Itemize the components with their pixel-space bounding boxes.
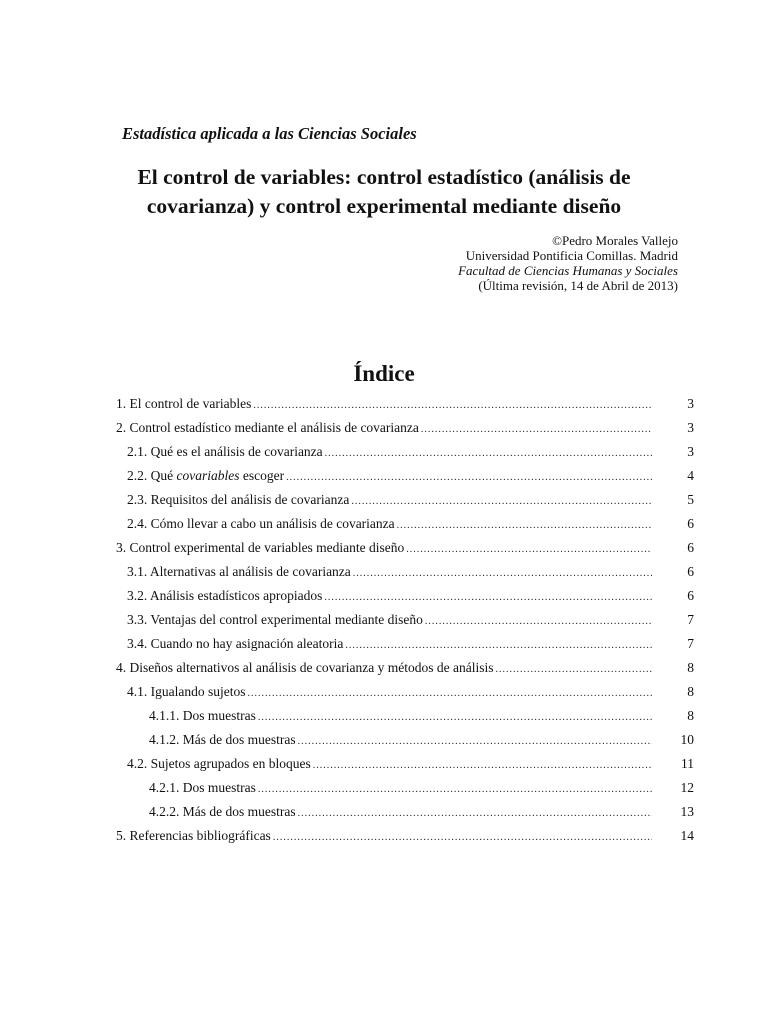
- toc-dot-leader: [406, 538, 652, 562]
- toc-page-number: 11: [681, 756, 694, 771]
- revision-date: (Última revisión, 14 de Abril de 2013): [478, 278, 678, 293]
- toc-entry[interactable]: [116, 632, 694, 656]
- toc-entry[interactable]: [116, 440, 694, 464]
- toc-entry-label: 4.1.1. Dos muestras: [149, 708, 256, 723]
- toc-entry[interactable]: [116, 704, 694, 728]
- author-university: Universidad Pontificia Comillas. Madrid: [465, 248, 678, 263]
- series-title: Estadística aplicada a las Ciencias Sociales: [122, 124, 417, 143]
- toc-entry[interactable]: [116, 752, 694, 776]
- toc-entry[interactable]: [116, 728, 694, 752]
- toc-page-number: 3: [687, 444, 694, 459]
- toc-page-number: 8: [687, 708, 694, 723]
- author-name: ©Pedro Morales Vallejo: [552, 233, 678, 248]
- toc-dot-leader: [273, 826, 652, 850]
- toc-dot-leader: [345, 634, 652, 658]
- toc-entry-label: 4. Diseños alternativos al análisis de covarianza y métodos de análisis: [116, 660, 494, 675]
- toc-entry-label-emphasis: covariables: [176, 468, 240, 483]
- toc-entry-label: 3.4. Cuando no hay asignación aleatoria: [127, 636, 344, 651]
- toc-entry-label: 2.1. Qué es el análisis de covarianza: [127, 444, 323, 459]
- toc-entry-label: 4.2.2. Más de dos muestras: [149, 804, 296, 819]
- toc-dot-leader: [421, 418, 652, 442]
- toc-entry-label: 4.2. Sujetos agrupados en bloques: [127, 756, 311, 771]
- toc-entry-label: 5. Referencias bibliográficas: [116, 828, 271, 843]
- toc-dot-leader: [397, 514, 652, 538]
- toc-entry[interactable]: [116, 824, 694, 848]
- toc-entry-label: 3.3. Ventajas del control experimental mediante diseño: [127, 612, 423, 627]
- toc-page-number: 6: [687, 588, 694, 603]
- toc-entry[interactable]: [116, 776, 694, 800]
- toc-dot-leader: [258, 706, 652, 730]
- toc-entry-label: 2. Control estadístico mediante el análisis de covarianza: [116, 420, 419, 435]
- toc-dot-leader: [286, 466, 652, 490]
- toc-entry[interactable]: [116, 392, 694, 416]
- toc-page-number: 12: [680, 780, 694, 795]
- toc-entry-label: 3.1. Alternativas al análisis de covarianza: [127, 564, 351, 579]
- toc-entry-label: [127, 464, 284, 488]
- toc-page-number: 8: [687, 660, 694, 675]
- toc-dot-leader: [298, 730, 652, 754]
- toc-page-number: 4: [687, 468, 694, 483]
- toc-page-number: 3: [687, 396, 694, 411]
- toc-dot-leader: [298, 802, 652, 826]
- document-title: El control de variables: control estadístico (análisis de covarianza) y control experimental mediante diseño: [137, 165, 631, 218]
- toc-dot-leader: [425, 610, 652, 634]
- toc-entry[interactable]: [116, 656, 694, 680]
- toc-dot-leader: [313, 754, 652, 778]
- toc-entry[interactable]: [116, 488, 694, 512]
- toc-entry[interactable]: [116, 416, 694, 440]
- toc-dot-leader: [247, 682, 652, 706]
- toc-page-number: 14: [680, 828, 694, 843]
- table-of-contents: [116, 392, 694, 848]
- toc-entry[interactable]: [116, 464, 694, 488]
- toc-dot-leader: [353, 562, 652, 586]
- toc-entry-label-part: escoger: [239, 468, 285, 483]
- toc-entry-label: 4.2.1. Dos muestras: [149, 780, 256, 795]
- toc-dot-leader: [496, 658, 652, 682]
- toc-page-number: 10: [680, 732, 694, 747]
- toc-entry-label: 4.1. Igualando sujetos: [127, 684, 246, 699]
- toc-entry-label: 4.1.2. Más de dos muestras: [149, 732, 296, 747]
- toc-entry-label: 3. Control experimental de variables mediante diseño: [116, 540, 405, 555]
- toc-page-number: 13: [680, 804, 694, 819]
- toc-entry[interactable]: [116, 800, 694, 824]
- toc-page-number: 7: [687, 636, 694, 651]
- toc-entry-label: 2.4. Cómo llevar a cabo un análisis de covarianza: [127, 516, 395, 531]
- toc-entry-label-part: 2.2. Qué: [127, 468, 177, 483]
- toc-entry[interactable]: [116, 536, 694, 560]
- toc-entry-label: 1. El control de variables: [116, 396, 252, 411]
- toc-dot-leader: [258, 778, 652, 802]
- index-title: Índice: [353, 361, 415, 386]
- toc-page-number: 7: [687, 612, 694, 627]
- toc-dot-leader: [253, 394, 652, 418]
- author-block: [458, 233, 678, 293]
- toc-dot-leader: [351, 490, 652, 514]
- toc-entry[interactable]: [116, 512, 694, 536]
- toc-page-number: 5: [687, 492, 694, 507]
- toc-entry-label: 3.2. Análisis estadísticos apropiados: [127, 588, 323, 603]
- toc-page-number: 8: [687, 684, 694, 699]
- toc-entry[interactable]: [116, 608, 694, 632]
- toc-page-number: 3: [687, 420, 694, 435]
- author-faculty: Facultad de Ciencias Humanas y Sociales: [458, 263, 678, 278]
- toc-page-number: 6: [687, 540, 694, 555]
- toc-page-number: 6: [687, 564, 694, 579]
- toc-entry[interactable]: [116, 680, 694, 704]
- toc-page-number: 6: [687, 516, 694, 531]
- toc-entry[interactable]: [116, 560, 694, 584]
- toc-dot-leader: [324, 586, 652, 610]
- toc-entry-label: 2.3. Requisitos del análisis de covarianza: [127, 492, 350, 507]
- toc-entry[interactable]: [116, 584, 694, 608]
- toc-dot-leader: [325, 442, 652, 466]
